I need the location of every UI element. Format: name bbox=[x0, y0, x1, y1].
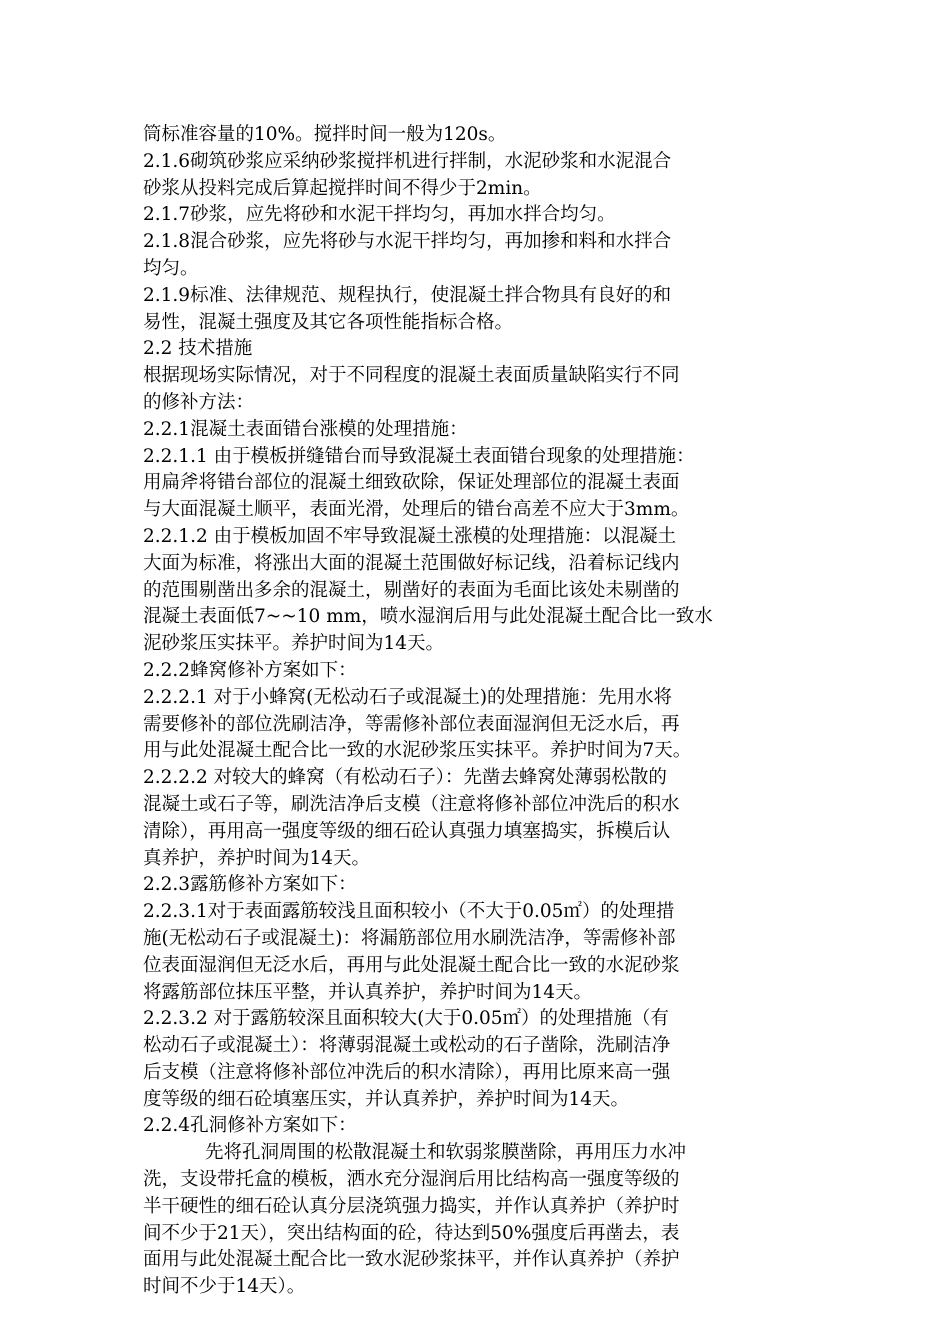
subsection-heading: 2.2.4孔洞修补方案如下： bbox=[143, 1115, 357, 1137]
text-line: 砂浆从投料完成后算起搅拌时间不得少于2min。 bbox=[143, 177, 542, 199]
text-line: 大面为标准，将涨出大面的混凝土范围做好标记线，沿着标记线内 bbox=[143, 552, 680, 574]
text-line: 施(无松动石子或混凝土)：将漏筋部位用水刷洗洁净，等需修补部 bbox=[143, 927, 676, 949]
text-line: 面用与此处混凝土配合比一致水泥砂浆抹平，并作认真养护（养护 bbox=[143, 1249, 680, 1271]
text-line: 位表面湿润但无泛水后，再用与此处混凝土配合比一致的水泥砂浆 bbox=[143, 954, 680, 976]
text-line: 间不少于21天），突出结构面的砼，待达到50%强度后再凿去，表 bbox=[143, 1222, 680, 1244]
text-line: 洗，支设带托盒的模板，洒水充分湿润后用比结构高一强度等级的 bbox=[143, 1169, 680, 1191]
subsection-heading: 2.2.1混凝土表面错台涨模的处理措施： bbox=[143, 418, 468, 440]
text-line: 混凝土或石子等，刷洗洁净后支模（注意将修补部位冲洗后的积水 bbox=[143, 793, 680, 815]
text-line: 半干硬性的细石砼认真分层浇筑强力捣实，并作认真养护（养护时 bbox=[143, 1195, 680, 1217]
text-line: 度等级的细石砼填塞压实，并认真养护，养护时间为14天。 bbox=[143, 1088, 630, 1110]
text-line: 的范围剔凿出多余的混凝土，剔凿好的表面为毛面比该处未剔凿的 bbox=[143, 579, 680, 601]
text-line: 2.1.8混合砂浆，应先将砂与水泥干拌均匀，再加掺和料和水拌合 bbox=[143, 231, 672, 253]
text-line: 松动石子或混凝土）：将薄弱混凝土或松动的石子凿除，洗刷洁净 bbox=[143, 1035, 671, 1057]
text-line: 清除），再用高一强度等级的细石砼认真强力填塞捣实，拆模后认 bbox=[143, 820, 671, 842]
text-line: 将露筋部位抹压平整，并认真养护，养护时间为14天。 bbox=[143, 981, 593, 1003]
text-line: 2.1.9标准、法律规范、规程执行，使混凝土拌合物具有良好的和 bbox=[143, 284, 672, 306]
text-line: 2.1.6砌筑砂浆应采纳砂浆搅拌机进行拌制，水泥砂浆和水泥混合 bbox=[143, 150, 672, 172]
text-line: 2.2.2.1 对于小蜂窝(无松动石子或混凝土)的处理措施：先用水将 bbox=[143, 686, 673, 708]
subsection-heading: 2.2.2蜂窝修补方案如下： bbox=[143, 659, 357, 681]
text-line: 后支模（注意将修补部位冲洗后的积水清除），再用比原来高一强 bbox=[143, 1061, 671, 1083]
text-line: 与大面混凝土顺平，表面光滑，处理后的错台高差不应大于3mm。 bbox=[143, 499, 690, 521]
text-line: 2.2.1.1 由于模板拼缝错台而导致混凝土表面错台现象的处理措施： bbox=[143, 445, 695, 467]
text-line: 的修补方法： bbox=[143, 391, 255, 413]
text-line: 2.2.3.1对于表面露筋较浅且面积较小（不大于0.05㎡）的处理措 bbox=[143, 901, 675, 923]
text-line: 用与此处混凝土配合比一致的水泥砂浆压实抹平。养护时间为7天。 bbox=[143, 740, 692, 762]
text-line-indented: 先将孔洞周围的松散混凝土和软弱浆膜凿除，再用压力水冲 bbox=[205, 1142, 687, 1164]
text-line: 用扁斧将错台部位的混凝土细致砍除，保证处理部位的混凝土表面 bbox=[143, 472, 680, 494]
text-line: 根据现场实际情况，对于不同程度的混凝土表面质量缺陷实行不同 bbox=[143, 365, 680, 387]
text-line: 混凝土表面低7~~10 mm，喷水湿润后用与此处混凝土配合比一致水 bbox=[143, 606, 713, 628]
text-line: 筒标准容量的10%。搅拌时间一般为120s。 bbox=[143, 124, 507, 145]
text-line: 2.2.1.2 由于模板加固不牢导致混凝土涨模的处理措施：以混凝土 bbox=[143, 525, 677, 547]
text-line: 2.2.3.2 对于露筋较深且面积较大(大于0.05㎡）的处理措施（有 bbox=[143, 1008, 670, 1030]
subsection-heading: 2.2.3露筋修补方案如下： bbox=[143, 874, 357, 896]
text-line: 2.1.7砂浆，应先将砂和水泥干拌均匀，再加水拌合均匀。 bbox=[143, 204, 616, 226]
text-line: 泥砂浆压实抹平。养护时间为14天。 bbox=[143, 633, 445, 655]
section-heading: 2.2 技术措施 bbox=[143, 338, 253, 360]
document-body bbox=[143, 122, 815, 1301]
text-line: 真养护，养护时间为14天。 bbox=[143, 847, 371, 869]
text-line: 时间不少于14天）。 bbox=[143, 1276, 306, 1298]
text-line: 2.2.2.2 对较大的蜂窝（有松动石子）：先凿去蜂窝处薄弱松散的 bbox=[143, 767, 667, 789]
text-line: 需要修补的部位洗刷洁净，等需修补部位表面湿润但无泛水后，再 bbox=[143, 713, 680, 735]
text-line: 易性，混凝土强度及其它各项性能指标合格。 bbox=[143, 311, 514, 333]
text-line: 均匀。 bbox=[143, 257, 199, 279]
